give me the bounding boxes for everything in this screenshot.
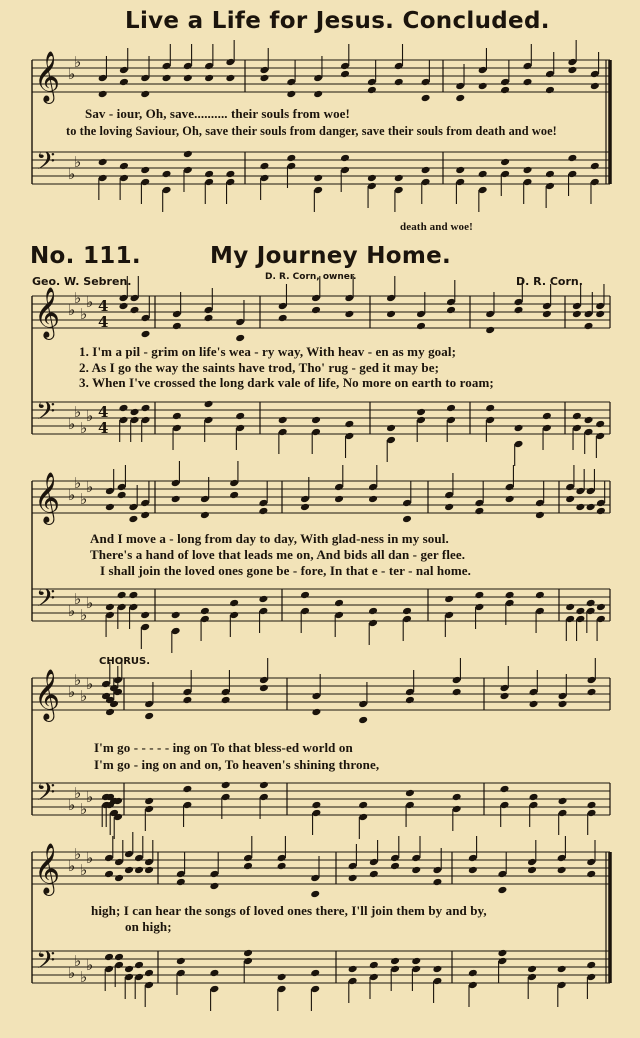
bass-clef: 𝄢 xyxy=(36,147,56,182)
bass-clef: 𝄢 xyxy=(36,946,56,981)
svg-text:♭: ♭ xyxy=(80,606,88,624)
bass-clef: 𝄢 xyxy=(36,778,56,813)
svg-text:♭: ♭ xyxy=(86,407,94,425)
time-signature: 4 xyxy=(98,297,109,315)
chorus-line-2-soprano: high; I can hear the songs of loved ones there, I'll join them by and by, xyxy=(91,903,487,918)
svg-text:♭: ♭ xyxy=(80,490,88,508)
svg-text:♭: ♭ xyxy=(86,478,94,496)
svg-text:♭: ♭ xyxy=(74,153,82,171)
svg-text:♭: ♭ xyxy=(86,849,94,867)
svg-text:♭: ♭ xyxy=(74,845,82,863)
svg-text:♭: ♭ xyxy=(80,968,88,986)
treble-clef: 𝄞 xyxy=(34,287,61,338)
svg-text:♭: ♭ xyxy=(74,952,82,970)
svg-text:♭: ♭ xyxy=(68,683,76,701)
treble-clef: 𝄞 xyxy=(34,51,61,102)
verse-1-line-2: And I move a - long from day to day, With glad-ness in my soul. xyxy=(90,531,449,546)
svg-text:♭: ♭ xyxy=(86,788,94,806)
svg-text:♭: ♭ xyxy=(74,474,82,492)
svg-text:♭: ♭ xyxy=(74,53,82,71)
svg-text:♭: ♭ xyxy=(86,675,94,693)
svg-text:♭: ♭ xyxy=(74,784,82,802)
svg-text:♭: ♭ xyxy=(68,415,76,433)
svg-text:♭: ♭ xyxy=(74,403,82,421)
chorus-line-2-bass: on high; xyxy=(125,919,172,934)
svg-text:♭: ♭ xyxy=(80,800,88,818)
prev-lyric-line-1: Sav - iour, Oh, save.......... their souls from woe! xyxy=(85,106,350,121)
bass-clef: 𝄢 xyxy=(36,397,56,432)
chorus-label: CHORUS. xyxy=(99,656,151,667)
svg-text:♭: ♭ xyxy=(80,305,88,323)
lyricist-credit: Geo. W. Sebren. xyxy=(32,275,132,288)
bass-clef: 𝄢 xyxy=(36,584,56,619)
svg-text:♭: ♭ xyxy=(80,861,88,879)
composer-credit: D. R. Corn. xyxy=(516,275,583,288)
treble-clef: 𝄞 xyxy=(34,843,61,894)
svg-text:♭: ♭ xyxy=(86,594,94,612)
svg-text:♭: ♭ xyxy=(68,165,76,183)
verse-1-line-1: 1. I'm a pil - grim on life's wea - ry way, With heav - en as my goal; xyxy=(79,344,457,359)
verse-3-line-2: I shall join the loved ones gone be - fore, In that e - ter - nal home. xyxy=(100,563,471,578)
treble-clef: 𝄞 xyxy=(34,472,61,523)
svg-text:♭: ♭ xyxy=(68,65,76,83)
svg-text:♭: ♭ xyxy=(86,956,94,974)
svg-text:♭: ♭ xyxy=(74,590,82,608)
prev-bass-lyric: death and woe! xyxy=(400,221,473,233)
svg-text:♭: ♭ xyxy=(86,293,94,311)
svg-text:♭: ♭ xyxy=(68,796,76,814)
svg-text:♭: ♭ xyxy=(68,301,76,319)
svg-text:4: 4 xyxy=(98,313,109,331)
time-signature: 4 xyxy=(98,403,109,421)
verse-3-line-1: 3. When I've crossed the long dark vale of life, No more on earth to roam; xyxy=(79,375,494,390)
song-number: No. 111. xyxy=(30,243,141,269)
verse-2-line-2: There's a hand of love that leads me on, And bids all dan - ger flee. xyxy=(90,547,466,562)
song-title: My Journey Home. xyxy=(210,243,452,269)
owner-credit: D. R. Corn, owner. xyxy=(265,272,357,282)
treble-clef: 𝄞 xyxy=(34,669,61,720)
svg-text:4: 4 xyxy=(98,419,109,437)
svg-text:♭: ♭ xyxy=(80,687,88,705)
svg-text:♭: ♭ xyxy=(68,857,76,875)
verse-2-line-1: 2. As I go the way the saints have trod, Tho' rug - ged it may be; xyxy=(79,360,440,375)
svg-text:♭: ♭ xyxy=(68,602,76,620)
svg-text:♭: ♭ xyxy=(68,486,76,504)
svg-text:♭: ♭ xyxy=(74,671,82,689)
prev-song-title: Live a Life for Jesus. Concluded. xyxy=(125,8,550,34)
prev-lyric-line-2: to the loving Saviour, Oh, save their souls from danger, save their souls from death and woe! xyxy=(66,124,557,138)
svg-text:♭: ♭ xyxy=(74,289,82,307)
chorus-line-1-bass: I'm go - ing on and on, To heaven's shining throne, xyxy=(94,757,380,772)
svg-text:♭: ♭ xyxy=(68,964,76,982)
chorus-line-1-soprano: I'm go - - - - - ing on To that bless-ed world on xyxy=(94,740,353,755)
svg-text:♭: ♭ xyxy=(80,419,88,437)
